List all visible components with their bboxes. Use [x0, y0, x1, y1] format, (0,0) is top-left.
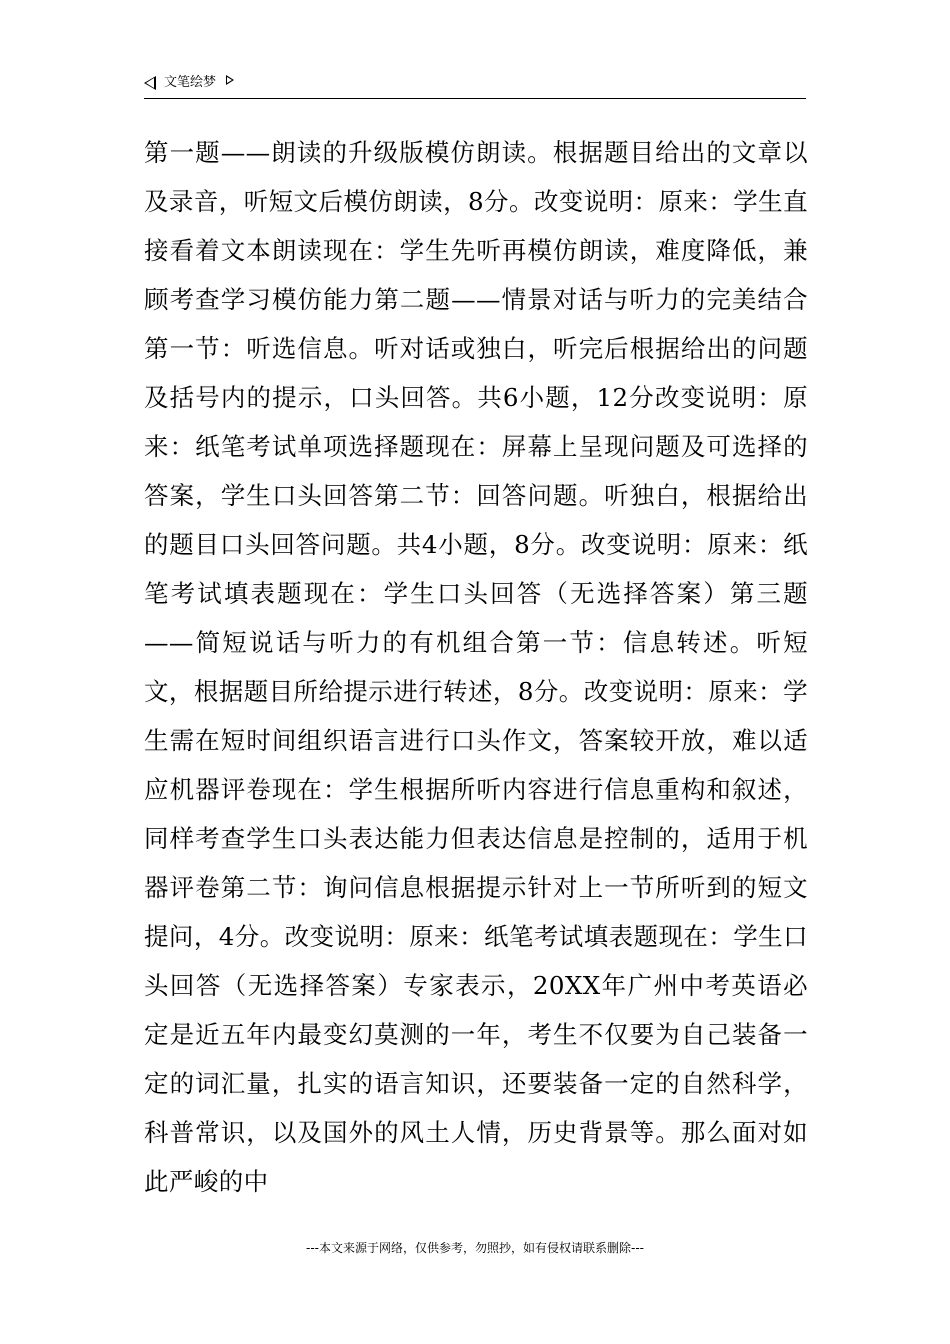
footer-disclaimer: ---本文来源于网络，仅供参考，勿照抄，如有侵权请联系删除--- — [306, 1241, 644, 1255]
triangle-right-icon — [226, 75, 234, 85]
page-header — [144, 72, 806, 99]
triangle-left-icon — [144, 76, 156, 90]
body-paragraph: 第一题——朗读的升级版模仿朗读。根据题目给出的文章以及录音，听短文后模仿朗读，8分。改变说明：原来：学生直接看着文本朗读现在：学生先听再模仿朗读，难度降低，兼顾考查学习模仿能力第二题——情景对话与听力的完美结合第一节：听选信息。听对话或独白，听完后根据给出的问题及括号内的提示，口头回答。共6小题，12分改变说明：原来：纸笔考试单项选择题现在：屏幕上呈现问题及可选择的答案，学生口头回答第二节：回答问题。听独白，根据给出的题目口头回答问题。共4小题，8分。改变说明：原来：纸笔考试填表题现在：学生口头回答（无选择答案）第三题——简短说话与听力的有机组合第一节：信息转述。听短文，根据题目所给提示进行转述，8分。改变说明：原来：学生需在短时间组织语言进行口头作文，答案较开放，难以适应机器评卷现在：学生根据所听内容进行信息重构和叙述，同样考查学生口头表达能力但表达信息是控制的，适用于机器评卷第二节：询问信息根据提示针对上一节所听到的短文提问，4分。改变说明：原来：纸笔考试填表题现在：学生口头回答（无选择答案）专家表示，20XX年广州中考英语必定是近五年内最变幻莫测的一年，考生不仅要为自己装备一定的词汇量，扎实的语言知识，还要装备一定的自然科学，科普常识，以及国外的风土人情，历史背景等。那么面对如此严峻的中 — [144, 138, 808, 1196]
header-brand-group — [144, 74, 234, 92]
header-brand: 文笔绘梦 — [164, 75, 217, 90]
